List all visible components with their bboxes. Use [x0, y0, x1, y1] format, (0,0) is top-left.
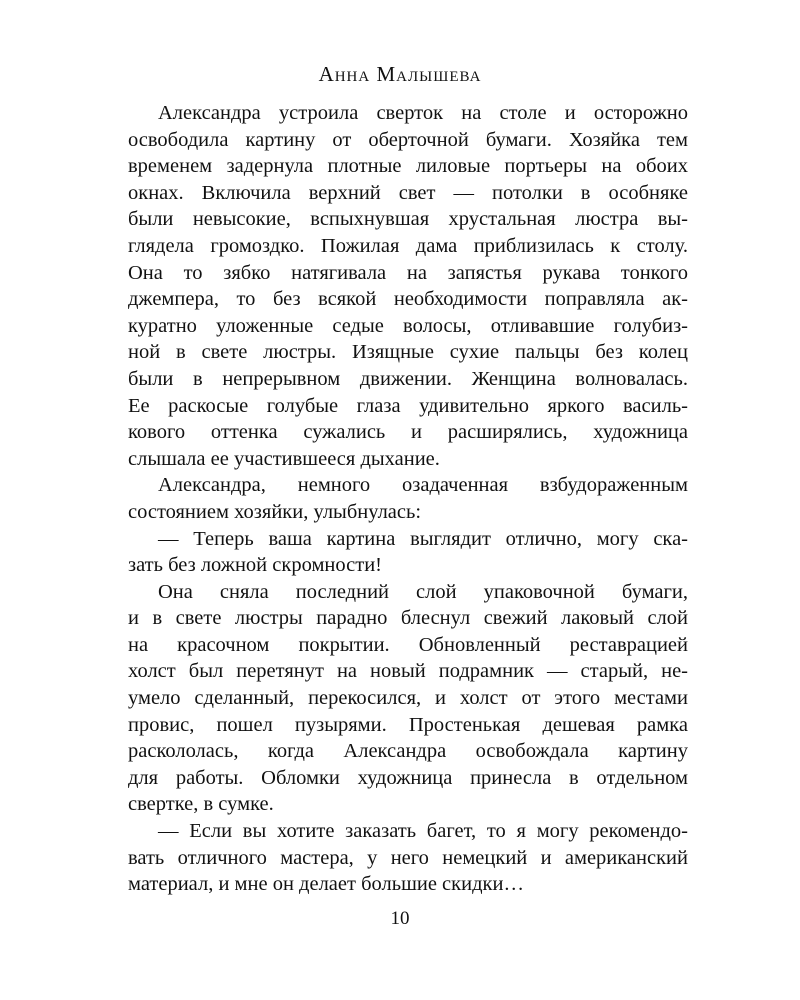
- page-number: 10: [390, 908, 410, 929]
- text-line: умело сделанный, перекосился, и холст от этого местами: [128, 687, 688, 710]
- text-line: Ее раскосые голубые глаза удивительно яркого василь-: [128, 394, 688, 417]
- text-line: и в свете люстры парадно блеснул свежий лаковый слой: [128, 607, 688, 630]
- text-line: джемпера, то без всякой необходимости поправляла ак-: [128, 288, 688, 311]
- text-line: Она то зябко натягивала на запястья рукава тонкого: [128, 261, 688, 284]
- text-line: зать без ложной скромности!: [128, 554, 383, 577]
- text-line: провис, пошел пузырями. Простенькая дешевая рамка: [128, 713, 688, 736]
- running-head: Анна Малышева: [318, 62, 482, 86]
- text-line: были невысокие, вспыхнувшая хрустальная люстра вы-: [128, 208, 688, 231]
- text-line: слышала ее участившееся дыхание.: [128, 447, 440, 470]
- text-line: свертке, в сумке.: [128, 793, 274, 816]
- text-line: освободила картину от оберточной бумаги. Хозяйка тем: [128, 128, 688, 151]
- text-line: окнах. Включила верхний свет — потолки в особняке: [128, 181, 688, 204]
- text-line: материал, и мне он делает большие скидки…: [128, 873, 524, 896]
- text-line: вать отличного мастера, у него немецкий и американский: [128, 846, 688, 869]
- text-line: — Если вы хотите заказать багет, то я могу рекомендо-: [158, 820, 688, 843]
- body-text: [128, 100, 688, 898]
- text-line: Она сняла последний слой упаковочной бумаги,: [158, 580, 688, 603]
- text-line: куратно уложенные седые волосы, отливавшие голубиз-: [128, 314, 688, 337]
- text-line: — Теперь ваша картина выглядит отлично, могу ска-: [158, 527, 688, 550]
- text-line: временем задернула плотные лиловые портьеры на обоих: [128, 155, 688, 178]
- text-line: Александра устроила сверток на столе и осторожно: [158, 102, 688, 124]
- text-line: ной в свете люстры. Изящные сухие пальцы без колец: [128, 341, 688, 364]
- text-line: кового оттенка сужались и расширялись, художница: [128, 421, 688, 444]
- text-line: Александра, немного озадаченная взбудораженным: [158, 474, 688, 497]
- text-line: глядела громоздко. Пожилая дама приблизилась к столу.: [128, 234, 688, 257]
- text-line: холст был перетянут на новый подрамник — старый, не-: [128, 660, 688, 683]
- text-line: состоянием хозяйки, улыбнулась:: [128, 500, 422, 523]
- text-line: раскололась, когда Александра освобождала картину: [128, 740, 688, 763]
- text-line: для работы. Обломки художница принесла в отдельном: [128, 766, 688, 789]
- text-line: были в непрерывном движении. Женщина волновалась.: [128, 367, 688, 390]
- text-line: на красочном покрытии. Обновленный реставрацией: [128, 633, 688, 656]
